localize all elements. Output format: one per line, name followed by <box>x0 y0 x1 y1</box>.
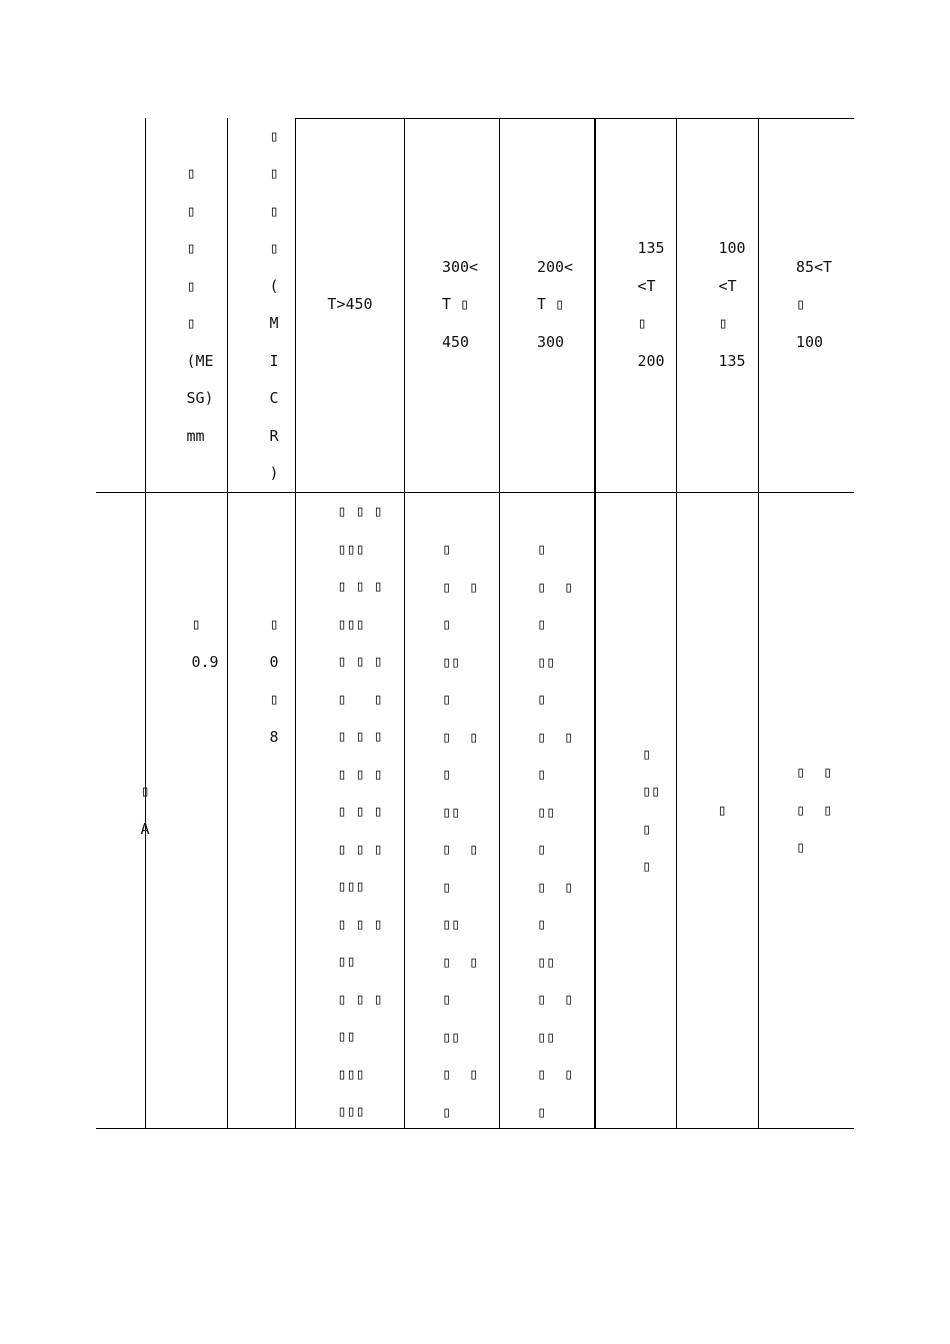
cell-text-line: 135 <box>718 351 746 370</box>
cell-text-line: 135 <box>637 239 665 257</box>
cell-text-line: M <box>269 314 279 332</box>
cell-text-line: ▯▯ <box>536 1027 555 1046</box>
cell-text-line: ▯ <box>536 615 546 633</box>
cell-text-line: ▯ <box>269 615 279 633</box>
cell-text-line: ▯▯▯ <box>337 1064 365 1083</box>
cell-text-line: ▯ <box>641 857 651 875</box>
cell-text-line: <T <box>637 276 656 295</box>
cell-text-line: ▯ <box>441 990 451 1008</box>
cell-text-line: ▯▯ <box>441 915 460 933</box>
cell-text-line: ▯▯ <box>337 952 356 970</box>
cell-text-line: ▯ <box>637 314 647 332</box>
cell-text-line: ▯▯ <box>441 1027 460 1046</box>
cell-text-line: ▯ <box>441 690 451 708</box>
cell-text-line: ▯ ▯ <box>536 727 574 746</box>
cell-text-line: <T <box>718 276 737 295</box>
row-cell-200-300 <box>500 531 610 1128</box>
cell-text-line: ▯ <box>536 540 546 558</box>
cell-text-line: ▯▯ <box>441 802 460 821</box>
cell-text-line: R <box>269 426 279 445</box>
cell-text-line: ▯ <box>641 819 651 838</box>
cell-text-block <box>537 249 573 362</box>
cell-text-line: ▯ <box>269 239 279 257</box>
cell-text-line: ▯▯ <box>536 652 555 671</box>
cell-text-line: ▯ <box>441 877 451 896</box>
cell-text-block <box>537 531 573 1131</box>
cell-text-line: ▯▯▯ <box>337 539 365 558</box>
cell-text-line: 85<T <box>795 257 833 276</box>
cell-text-line: ▯ <box>269 126 279 145</box>
cell-text-line: ▯ ▯ <box>441 840 479 858</box>
cell-text-line: ▯ <box>186 201 196 220</box>
cell-text-line: ▯ <box>441 765 451 783</box>
cell-text-line: ▯▯▯ <box>337 1102 365 1120</box>
cell-text-line: ▯ <box>717 800 727 819</box>
cell-text-line: ▯ ▯ ▯ <box>337 652 383 670</box>
cell-text-line: A <box>140 819 150 838</box>
cell-text-block <box>442 531 478 1131</box>
cell-text-line: ▯ <box>536 915 546 933</box>
cell-text-line: ▯ ▯ ▯ <box>337 839 383 858</box>
cell-text-line: ▯ <box>191 615 201 633</box>
cell-text-line: ▯ <box>186 314 196 332</box>
row-cell-grade <box>120 493 170 1128</box>
row-cell-85-100 <box>759 493 869 1128</box>
cell-text-block <box>337 493 382 1131</box>
row-cell-mesg <box>165 606 245 756</box>
cell-text-line: ▯ ▯ <box>441 952 479 971</box>
cell-text-line: 100 <box>718 239 746 257</box>
cell-text-line: (ME <box>186 351 214 370</box>
header-cell-mesg <box>160 118 240 492</box>
cell-text-block <box>717 792 726 830</box>
cell-text-line: ▯ ▯ ▯ <box>337 989 383 1008</box>
header-cell-t-gt-450 <box>296 118 404 492</box>
cell-text-block <box>191 606 218 681</box>
cell-text-line: ▯ <box>795 838 805 857</box>
cell-text-line: T ▯ <box>536 295 565 314</box>
cell-text-line: 0 <box>269 652 279 671</box>
header-cell-85-100 <box>759 118 869 492</box>
cell-text-line: ( <box>269 276 279 295</box>
cell-text-line: I <box>269 351 279 370</box>
cell-text-line: ▯ ▯ <box>795 800 833 819</box>
cell-text-line: ▯ <box>186 164 196 182</box>
cell-text-line: 450 <box>441 332 470 351</box>
cell-text-line: ▯ ▯ <box>536 877 574 896</box>
cell-text-line: ▯ <box>795 295 805 314</box>
cell-text-block <box>327 286 372 324</box>
cell-text-line: ▯ ▯ ▯ <box>337 914 383 933</box>
cell-text-line: ▯ ▯ ▯ <box>337 727 383 745</box>
cell-text-line: 300< <box>441 257 479 276</box>
cell-text-line: ▯ ▯ ▯ <box>337 764 383 783</box>
cell-text-line: ▯ ▯ <box>536 1065 574 1083</box>
cell-text-line: 100 <box>795 332 824 351</box>
cell-text-line: 8 <box>269 727 279 746</box>
cell-text-line: 300 <box>536 332 565 351</box>
cell-text-line: ▯ <box>441 540 451 558</box>
cell-text-line: ▯ ▯ <box>441 577 479 596</box>
cell-text-line: ▯ ▯ <box>536 577 574 596</box>
cell-text-line: ▯ <box>641 744 651 763</box>
cell-text-line: SG) <box>186 389 214 407</box>
cell-text-line: ▯ <box>186 239 196 257</box>
cell-text-block <box>637 230 664 380</box>
row-cell-100-135 <box>677 493 767 1128</box>
cell-text-line: ▯ <box>536 690 546 708</box>
cell-text-line: ▯ ▯ <box>441 1065 479 1083</box>
cell-text-line: ▯ <box>718 314 728 332</box>
cell-text-line: ▯▯ <box>641 782 661 800</box>
cell-text-line: ▯ ▯ <box>795 763 833 782</box>
cell-text-line: ▯▯▯ <box>337 614 365 633</box>
cell-text-line: ▯▯▯ <box>337 877 365 895</box>
row-cell-300-450 <box>405 531 515 1128</box>
cell-text-block <box>718 230 745 380</box>
header-cell-300-450 <box>405 118 515 492</box>
cell-text-line: ▯ ▯ ▯ <box>337 802 383 820</box>
cell-text-line: ▯ <box>186 276 196 295</box>
cell-text-block <box>140 773 149 848</box>
cell-text-line: ▯ ▯ <box>536 990 574 1008</box>
cell-text-line: ▯▯ <box>536 952 555 971</box>
cell-text-line: T>450 <box>327 295 373 314</box>
cell-text-block <box>642 736 660 886</box>
cell-text-line: mm <box>186 426 205 445</box>
cell-text-line: ▯ ▯ <box>337 689 383 708</box>
cell-text-line: ▯ <box>441 1102 451 1121</box>
cell-text-line: ) <box>269 464 279 482</box>
cell-text-line: ▯ ▯ ▯ <box>337 577 383 595</box>
cell-text-line: T ▯ <box>441 295 470 314</box>
cell-text-line: ▯ <box>269 690 279 708</box>
cell-text-line: ▯▯ <box>337 1027 356 1045</box>
cell-text-line: ▯▯ <box>536 802 555 821</box>
header-cell-200-300 <box>500 118 610 492</box>
cell-text-block <box>186 155 213 455</box>
cell-text-block <box>269 606 278 756</box>
cell-text-line: ▯▯ <box>441 652 460 671</box>
cell-text-line: 0.9 <box>191 652 219 671</box>
cell-text-line: 200 <box>637 351 665 370</box>
cell-text-block <box>269 118 278 493</box>
cell-text-line: ▯ ▯ <box>441 727 479 746</box>
cell-text-line: ▯ <box>536 765 546 783</box>
cell-text-line: ▯ <box>536 1102 546 1121</box>
cell-text-line: ▯ ▯ ▯ <box>337 502 383 520</box>
cell-text-line: ▯ <box>269 201 279 220</box>
cell-text-line: ▯ <box>536 840 546 858</box>
cell-text-line: ▯ <box>269 164 279 182</box>
cell-text-block <box>796 754 832 867</box>
cell-text-line: 200< <box>536 257 574 276</box>
cell-text-line: ▯ <box>140 782 150 800</box>
cell-text-block <box>442 249 478 362</box>
cell-text-block <box>796 249 832 362</box>
cell-text-line: C <box>269 389 279 407</box>
cell-text-line: ▯ <box>441 615 451 633</box>
